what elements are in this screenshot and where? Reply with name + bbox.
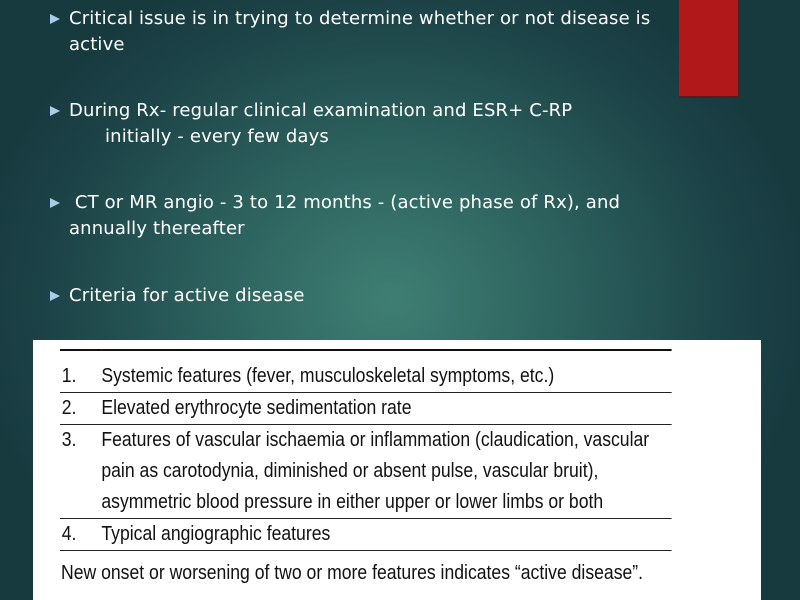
bullet-line: During Rx- regular clinical examination and ESR+ C-RP: [69, 100, 573, 121]
row-line: Typical angiographic features: [101, 523, 331, 545]
criteria-table: [60, 349, 672, 551]
bullet-item: [50, 98, 750, 150]
row-line: asymmetric blood pressure in either upper or lower limbs or both: [101, 491, 604, 513]
row-line: Systemic features (fever, musculoskeletal symptoms, etc.): [101, 365, 555, 387]
bullet-line: Criteria for active disease: [69, 285, 305, 306]
bullet-arrow-icon: [50, 14, 60, 24]
row-line: pain as carotodynia, diminished or absent pulse, vascular bruit),: [101, 460, 599, 482]
table-row: [60, 519, 672, 551]
row-text: [101, 350, 671, 393]
bullet-line: active: [69, 34, 125, 55]
bullet-arrow-icon: [50, 291, 60, 301]
bullet-line: initially - every few days: [105, 126, 329, 147]
bullet-item: [50, 190, 750, 242]
row-line: Elevated erythrocyte sedimentation rate: [101, 397, 412, 419]
row-text: [101, 425, 671, 519]
criteria-table-panel: [33, 340, 761, 600]
bullet-item: [50, 6, 750, 58]
table-row: [60, 393, 672, 425]
bullet-arrow-icon: [50, 106, 60, 116]
row-text: [101, 519, 671, 551]
bullet-line: annually thereafter: [69, 218, 245, 239]
bullet-item: [50, 283, 750, 309]
row-text: [101, 393, 671, 425]
row-line: Features of vascular ischaemia or inflammation (claudication, vascular: [101, 429, 650, 451]
row-number: 2.: [60, 393, 101, 425]
row-number: 1.: [60, 350, 101, 393]
bullet-line: Critical issue is in trying to determine whether or not disease is: [69, 8, 651, 29]
bullet-line: CT or MR angio - 3 to 12 months - (active phase of Rx), and: [69, 192, 621, 213]
table-row: [60, 425, 672, 519]
row-number: 3.: [60, 425, 101, 519]
row-number: 4.: [60, 519, 101, 551]
table-footnote: New onset or worsening of two or more features indicates “active disease”.: [61, 562, 644, 584]
bullet-arrow-icon: [50, 198, 60, 208]
table-row: [60, 350, 672, 393]
